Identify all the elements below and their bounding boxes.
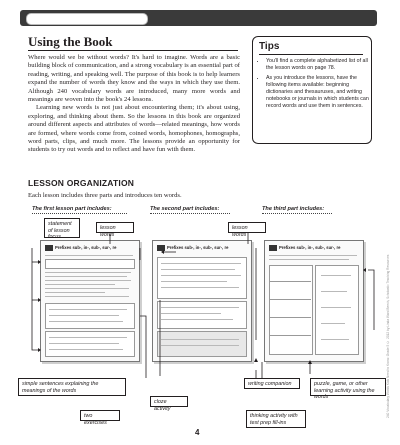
tip-item: • You'll find a complete alphabetized list of all the lesson words on page 78.: [266, 58, 374, 72]
section-subtext: Each lesson includes three parts and introduces ten words.: [28, 192, 182, 199]
callout-lesson-words-2: lesson words: [228, 222, 266, 233]
intro-paragraph-1: Where would we be without words? It's hard to imagine. Words are a basic building block of communication, and a strong vocabulary is an essential part of reading, writing, and speaking well. The purpose of this book is to help learners expand the number of words they know and the ways in which they use them. Although 240 vocabulary words are introduced, many more words and meanings are woven into the book's 24 lessons.: [28, 54, 240, 104]
column-title-first: The first lesson part includes:: [32, 206, 112, 212]
callout-lesson-words-1: lesson words: [96, 222, 134, 233]
callout-thinking: thinking activity with test prep fill-ins: [246, 410, 306, 428]
section-heading: LESSON ORGANIZATION: [28, 178, 135, 188]
callout-cloze: cloze activity: [150, 396, 188, 407]
callout-puzzle: puzzle, game, or other learning activity using the words: [310, 378, 386, 396]
page-title: Using the Book: [28, 34, 113, 49]
thumbnail-title: Prefixes sub-, in-, sub-, sur-, re: [167, 245, 229, 250]
callout-writing: writing companion: [244, 378, 300, 389]
tips-title: Tips: [259, 41, 280, 52]
callout-two-exercises: two exercises: [80, 410, 120, 421]
thumbnail-title: Prefixes sub-, in-, sub-, sur-, re: [279, 245, 341, 250]
callout-statement: statement of lesson focus: [44, 218, 80, 238]
column-title-second: The second part includes:: [150, 206, 220, 212]
side-credit: 240 Vocabulary Words Kids Need to Know: Grade 5 © 2012 by Linda Ward Beech, Scholastic Teaching Resources: [386, 254, 390, 418]
thumbnail-title: Prefixes sub-, in-, sub-, sur-, re: [55, 245, 117, 250]
column-title-third: The third part includes:: [262, 206, 325, 212]
callout-sentences: simple sentences explaining the meanings of the words: [18, 378, 126, 396]
tip-item: • As you introduce the lessons, have the following items available: beginning dictionaries and thesauruses, and writing notebooks or journals in which students can record words and use them in sentences.: [266, 75, 374, 110]
intro-paragraph-2: Learning new words is not just about encountering them; it's about using, exploring, and thinking about them. So the lessons in this book are organized around different aspects and attributes of words—related meanings, how words are formed, where words come from, coined words, homophones, homographs, word parts, clips, and much more. The lessons provide an opportunity for students to try out words and to reflect and have fun with them.: [28, 104, 240, 154]
page-number: 4: [195, 428, 200, 437]
